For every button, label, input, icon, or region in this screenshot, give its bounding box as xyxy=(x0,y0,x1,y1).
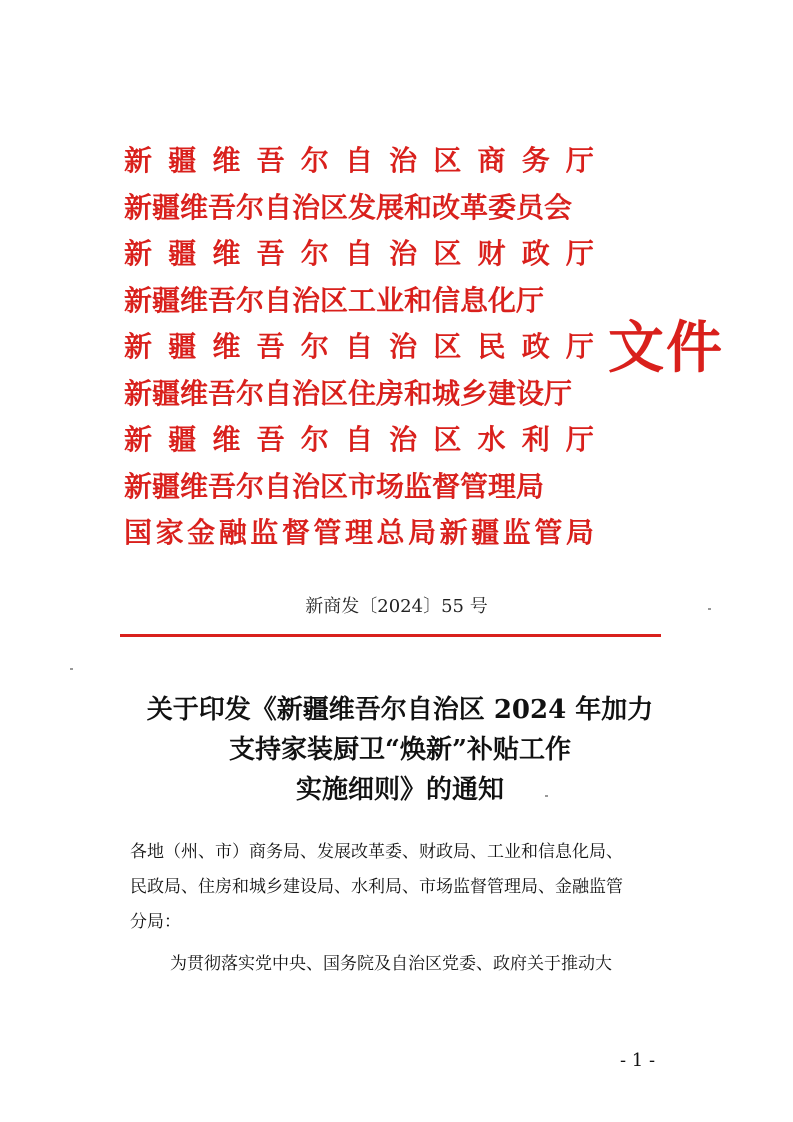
issuer-char: 自 xyxy=(344,144,373,177)
issuer-char: 维 xyxy=(212,330,241,363)
issuer-char: 疆 xyxy=(471,516,500,549)
issuer-char: 疆 xyxy=(168,330,197,363)
document-title xyxy=(100,690,700,810)
salutation-line: 民政局、住房和城乡建设局、水利局、市场监督管理局、金融监管 xyxy=(130,877,623,897)
issuer-line xyxy=(124,417,594,464)
title-line: 支持家装厨卫“焕新”补贴工作 xyxy=(229,735,571,765)
salutation-line: 各地（州、市）商务局、发展改革委、财政局、工业和信息化局、 xyxy=(130,842,623,862)
issuer-line xyxy=(124,231,594,278)
issuer-char: 管 xyxy=(534,516,563,549)
scan-speck xyxy=(708,608,711,610)
issuer-char: 自 xyxy=(344,237,373,270)
issuer-line: 新疆维吾尔自治区住房和城乡建设厅 xyxy=(124,376,573,410)
issuer-char: 新 xyxy=(124,237,153,270)
issuer-char: 区 xyxy=(433,144,462,177)
issuer-line: 新疆维吾尔自治区市场监督管理局 xyxy=(124,469,545,503)
issuer-char: 务 xyxy=(521,144,550,177)
document-mark: 文件 xyxy=(608,315,724,381)
issuer-char: 治 xyxy=(389,330,418,363)
issuer-char: 治 xyxy=(389,237,418,270)
issuer-char: 利 xyxy=(521,423,550,456)
issuer-char: 新 xyxy=(439,516,468,549)
issuer-char: 政 xyxy=(521,237,550,270)
issuer-char: 局 xyxy=(408,516,437,549)
issuer-char: 维 xyxy=(212,237,241,270)
issuer-char: 金 xyxy=(187,516,216,549)
issuer-char: 总 xyxy=(376,516,405,549)
issuer-char: 区 xyxy=(433,423,462,456)
issuer-char: 吾 xyxy=(256,237,285,270)
issuer-line xyxy=(124,138,594,185)
document-number: 新商发〔2024〕55 号 xyxy=(305,596,488,617)
issuer-char: 家 xyxy=(155,516,184,549)
page-number: - 1 - xyxy=(620,1050,656,1071)
issuer-char: 区 xyxy=(433,237,462,270)
issuer-char: 治 xyxy=(389,144,418,177)
issuer-char: 自 xyxy=(344,330,373,363)
issuer-line: 新疆维吾尔自治区工业和信息化厅 xyxy=(124,283,545,317)
issuer-char: 尔 xyxy=(300,423,329,456)
issuer-char: 民 xyxy=(477,330,506,363)
issuer-char: 政 xyxy=(521,330,550,363)
issuer-block xyxy=(124,138,594,557)
title-line: 实施细则》的通知 xyxy=(295,775,504,805)
salutation xyxy=(130,835,690,940)
issuer-char: 管 xyxy=(313,516,342,549)
issuer-char: 商 xyxy=(477,144,506,177)
issuer-char: 吾 xyxy=(256,144,285,177)
issuer-char: 新 xyxy=(124,330,153,363)
body-paragraph: 为贯彻落实党中央、国务院及自治区党委、政府关于推动大 xyxy=(170,954,612,974)
issuer-line xyxy=(124,510,594,557)
issuer-char: 疆 xyxy=(168,237,197,270)
issuer-char: 新 xyxy=(124,144,153,177)
issuer-char: 厅 xyxy=(565,237,594,270)
issuer-char: 维 xyxy=(212,144,241,177)
scan-speck xyxy=(70,668,73,670)
issuer-char: 厅 xyxy=(565,423,594,456)
issuer-char: 尔 xyxy=(300,144,329,177)
issuer-char: 疆 xyxy=(168,144,197,177)
issuer-char: 监 xyxy=(502,516,531,549)
issuer-line xyxy=(124,324,594,371)
issuer-char: 新 xyxy=(124,423,153,456)
issuer-char: 区 xyxy=(433,330,462,363)
issuer-char: 国 xyxy=(124,516,153,549)
issuer-char: 治 xyxy=(389,423,418,456)
scan-speck xyxy=(545,795,548,797)
issuer-char: 水 xyxy=(477,423,506,456)
issuer-char: 吾 xyxy=(256,423,285,456)
issuer-char: 局 xyxy=(565,516,594,549)
issuer-char: 吾 xyxy=(256,330,285,363)
issuer-char: 监 xyxy=(250,516,279,549)
issuer-char: 厅 xyxy=(565,144,594,177)
issuer-char: 自 xyxy=(344,423,373,456)
issuer-char: 疆 xyxy=(168,423,197,456)
salutation-line: 分局： xyxy=(130,912,181,932)
issuer-line: 新疆维吾尔自治区发展和改革委员会 xyxy=(124,190,573,224)
issuer-char: 尔 xyxy=(300,237,329,270)
red-divider xyxy=(120,634,661,637)
issuer-char: 融 xyxy=(218,516,247,549)
title-line: 关于印发《新疆维吾尔自治区 2024 年加力 xyxy=(146,695,654,725)
issuer-char: 厅 xyxy=(565,330,594,363)
issuer-char: 财 xyxy=(477,237,506,270)
issuer-char: 维 xyxy=(212,423,241,456)
issuer-char: 尔 xyxy=(300,330,329,363)
issuer-char: 督 xyxy=(281,516,310,549)
issuer-char: 理 xyxy=(344,516,373,549)
